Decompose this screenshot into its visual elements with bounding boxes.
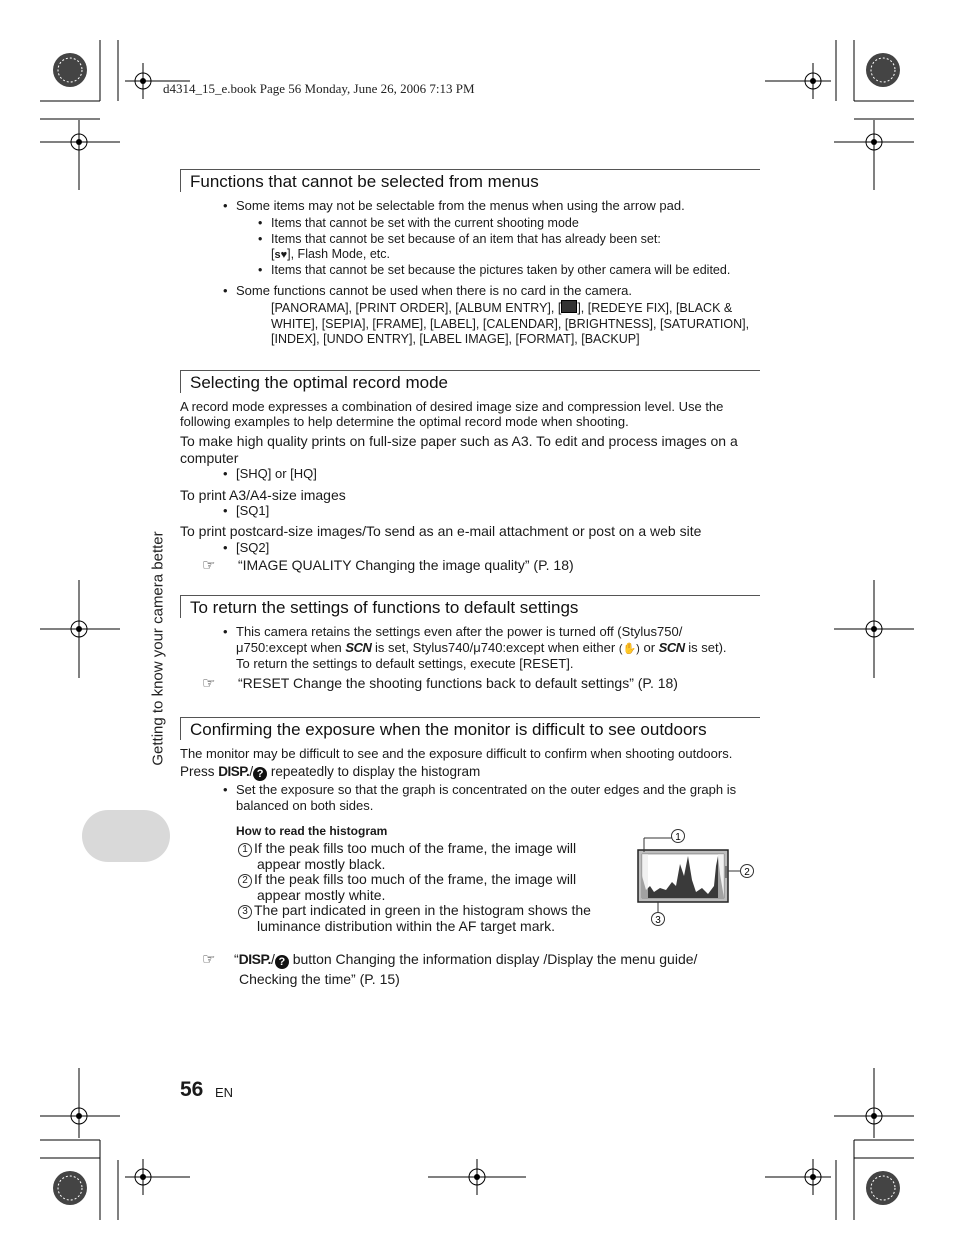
paragraph-line: following examples to help determine the optimal record mode when shooting. <box>180 414 629 429</box>
sub-bullet-text: • Items that cannot be set with the current shooting mode <box>271 216 579 230</box>
callout-1: 1 <box>675 832 681 843</box>
scene-mode-icon: s♥ <box>274 249 288 261</box>
sub-bullet-continuation: [s♥], Flash Mode, etc. <box>271 247 390 261</box>
histogram-illustration <box>636 826 760 930</box>
bullet-continuation: To return the settings to default settings, execute [RESET]. <box>236 656 574 671</box>
function-list <box>271 300 749 348</box>
scn-icon: SCN <box>345 640 372 655</box>
scn-icon: SCN <box>658 640 685 655</box>
section-title: Selecting the optimal record mode <box>180 370 760 393</box>
text: or <box>643 640 656 655</box>
cross-reference-link[interactable]: “RESET Change the shooting functions back to default settings” (P. 18) <box>238 675 678 691</box>
paragraph-line: To print A3/A4-size images <box>180 487 346 503</box>
reference-hand-icon: ☞ <box>202 951 216 968</box>
histogram-item-2 <box>238 872 576 903</box>
section-title: Functions that cannot be selected from menus <box>180 169 760 192</box>
bullet-text: • [SHQ] or [HQ] <box>236 466 317 481</box>
text: button Changing the information display /Display the menu guide/ <box>292 951 698 967</box>
bullet-text: • [SQ1] <box>236 503 269 518</box>
chapter-sidebar-text: Getting to know your camera better <box>149 531 167 766</box>
cross-reference-link[interactable]: “DISP./ ? button Changing the information display /Display the menu guide/ <box>234 951 698 968</box>
list-text: [PANORAMA], [PRINT ORDER], [ALBUM ENTRY], [ <box>271 301 562 315</box>
book-header-line: d4314_15_e.book Page 56 Monday, June 26, 2006 7:13 PM <box>163 81 475 96</box>
help-question-icon: ? <box>275 955 289 969</box>
bullet-text: • Set the exposure so that the graph is concentrated on the outer edges and the graph is <box>236 782 736 797</box>
text: If the peak fills too much of the frame, the image will <box>254 840 577 856</box>
cross-reference-link-continuation[interactable]: Checking the time” (P. 15) <box>239 971 400 987</box>
shake-reduction-icon: (✋) <box>618 643 640 655</box>
page-number: 56 <box>180 1078 204 1101</box>
text: If the peak fills too much of the frame, the image will <box>254 871 577 887</box>
reference-hand-icon: ☞ <box>202 675 216 692</box>
list-text: [INDEX], [UNDO ENTRY], [LABEL IMAGE], [FORMAT], [BACKUP] <box>271 332 640 346</box>
paragraph-line: A record mode expresses a combination of desired image size and compression level. Use the <box>180 399 724 414</box>
sub-bullet-text: • Items that cannot be set because of an item that has already been set: <box>271 232 661 246</box>
paragraph-line: To print postcard-size images/To send as an e-mail attachment or post on a web site <box>180 523 702 539</box>
text: Press <box>180 764 215 779</box>
text: luminance distribution within the AF target mark. <box>257 918 556 934</box>
section-title: To return the settings of functions to default settings <box>180 595 760 618</box>
text: repeatedly to display the histogram <box>270 764 481 779</box>
reference-hand-icon: ☞ <box>202 557 216 574</box>
bullet-continuation <box>236 640 727 657</box>
frame-icon <box>561 300 577 313</box>
sub-bullet-text: ], Flash Mode, etc. <box>287 247 390 261</box>
histogram-item-1 <box>238 841 576 872</box>
disp-button-icon: DISP. <box>218 764 250 779</box>
text: appear mostly white. <box>257 887 386 903</box>
text: “ <box>234 951 239 967</box>
text: is set). <box>688 640 727 655</box>
section-title: Confirming the exposure when the monitor is difficult to see outdoors <box>180 717 760 740</box>
callout-3: 3 <box>655 915 661 926</box>
bullet-text: • This camera retains the settings even after the power is turned off (Stylus750/ <box>236 624 682 639</box>
list-text: WHITE], [SEPIA], [FRAME], [LABEL], [CALENDAR], [BRIGHTNESS], [SATURATION], <box>271 316 750 331</box>
cross-reference-link[interactable]: “IMAGE QUALITY Changing the image quality” (P. 18) <box>238 557 574 573</box>
histogram-heading: How to read the histogram <box>236 824 388 838</box>
histogram-item-3 <box>238 903 591 934</box>
number-marker: 2 <box>238 874 252 888</box>
paragraph-line: computer <box>180 450 239 466</box>
bullet-text: • [SQ2] <box>236 540 269 555</box>
number-marker: 3 <box>238 905 252 919</box>
paragraph-line: Press DISP./ ? repeatedly to display the histogram <box>180 764 481 780</box>
list-text: ], [REDEYE FIX], [BLACK & <box>577 301 733 315</box>
text: μ750:except when <box>236 640 342 655</box>
text: is set, Stylus740/μ740:except when either <box>375 640 616 655</box>
text: The part indicated in green in the histogram shows the <box>254 902 591 918</box>
disp-button-icon: DISP. <box>238 951 271 967</box>
paragraph-line: To make high quality prints on full-size paper such as A3. To edit and process images on a <box>180 433 738 449</box>
bullet-continuation: balanced on both sides. <box>236 798 374 813</box>
sub-bullet-text: • Items that cannot be set because the pictures taken by other camera will be edited. <box>271 263 730 277</box>
paragraph-line: The monitor may be difficult to see and the exposure difficult to confirm when shooting outdoors. <box>180 746 733 761</box>
callout-2: 2 <box>744 867 750 878</box>
text: appear mostly black. <box>257 856 386 872</box>
number-marker: 1 <box>238 843 252 857</box>
bullet-text: • Some functions cannot be used when there is no card in the camera. <box>236 283 632 298</box>
bullet-text: • Some items may not be selectable from the menus when using the arrow pad. <box>236 198 685 213</box>
language-code: EN <box>215 1085 234 1100</box>
help-question-icon: ? <box>253 767 267 781</box>
